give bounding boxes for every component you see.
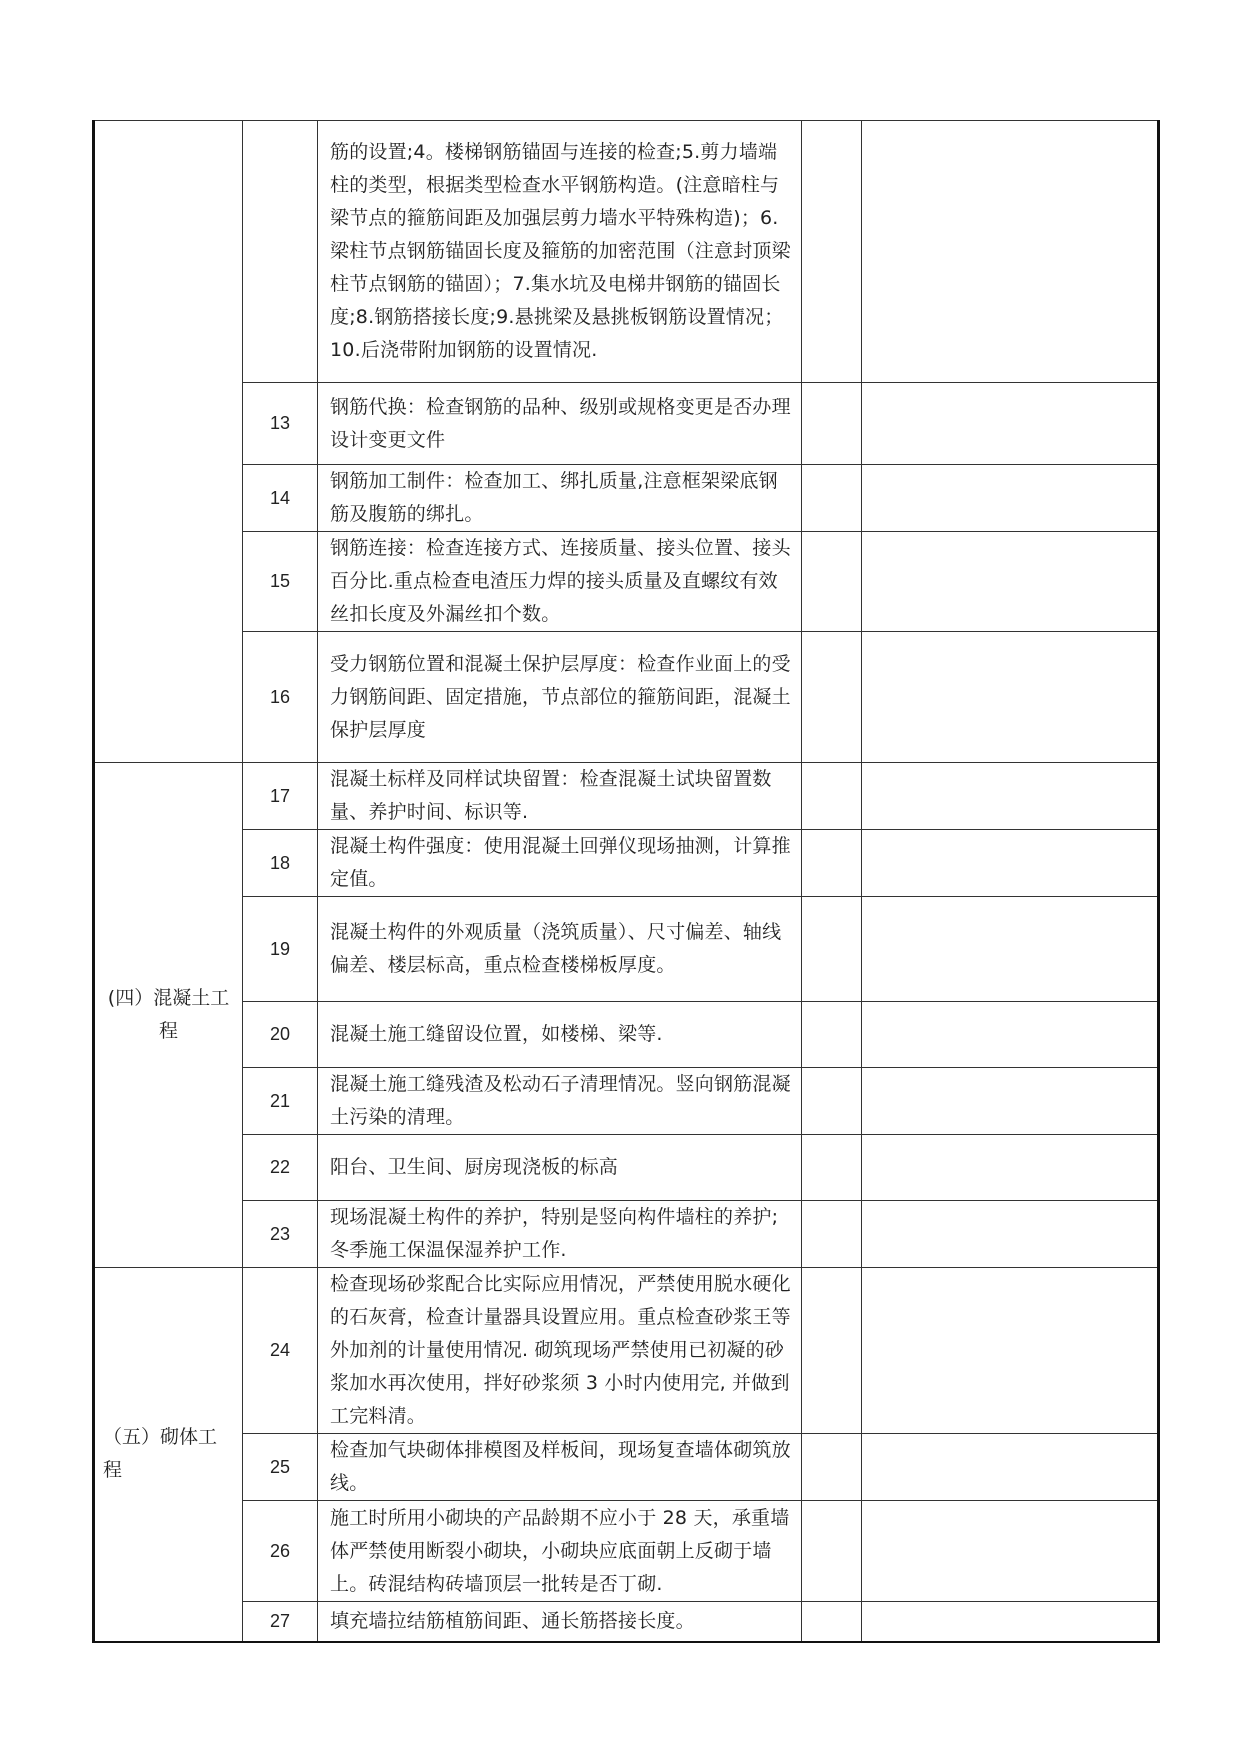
table-row (94, 1068, 1159, 1135)
check-cell (802, 1434, 862, 1501)
check-cell (802, 465, 862, 532)
item-number: 25 (243, 1434, 318, 1501)
check-cell (802, 532, 862, 632)
remark-cell (862, 1268, 1159, 1434)
check-cell (802, 632, 862, 763)
remark-cell (862, 897, 1159, 1002)
table-row (94, 1602, 1159, 1642)
table-row (94, 1201, 1159, 1268)
check-cell (802, 1602, 862, 1642)
item-description: 钢筋连接：检查连接方式、连接质量、接头位置、接头百分比.重点检查电渣压力焊的接头质量及直螺纹有效丝扣长度及外漏丝扣个数。 (318, 532, 802, 632)
check-cell (802, 1201, 862, 1268)
item-number: 13 (243, 383, 318, 465)
item-description: 混凝土施工缝留设位置，如楼梯、梁等. (318, 1002, 802, 1068)
item-number: 23 (243, 1201, 318, 1268)
item-description: 受力钢筋位置和混凝土保护层厚度：检查作业面上的受力钢筋间距、固定措施，节点部位的箍筋间距，混凝土保护层厚度 (318, 632, 802, 763)
check-cell (802, 1068, 862, 1135)
item-number: 24 (243, 1268, 318, 1434)
check-cell (802, 897, 862, 1002)
check-cell (802, 830, 862, 897)
remark-cell (862, 1434, 1159, 1501)
table-row (94, 532, 1159, 632)
item-description: 填充墙拉结筋植筋间距、通长筋搭接长度。 (318, 1602, 802, 1642)
table-row (94, 830, 1159, 897)
item-number: 22 (243, 1135, 318, 1201)
table-row (94, 1002, 1159, 1068)
item-number: 17 (243, 763, 318, 830)
item-number: 27 (243, 1602, 318, 1642)
category-cell-steel (94, 121, 243, 763)
table-row (94, 1268, 1159, 1434)
remark-cell (862, 465, 1159, 532)
table-row (94, 465, 1159, 532)
item-description: 混凝土标样及同样试块留置：检查混凝土试块留置数量、养护时间、标识等. (318, 763, 802, 830)
item-description: 钢筋代换：检查钢筋的品种、级别或规格变更是否办理设计变更文件 (318, 383, 802, 465)
item-number: 16 (243, 632, 318, 763)
item-number: 19 (243, 897, 318, 1002)
remark-cell (862, 532, 1159, 632)
remark-cell (862, 632, 1159, 763)
check-cell (802, 383, 862, 465)
item-description: 混凝土构件强度：使用混凝土回弹仪现场抽测，计算推定值。 (318, 830, 802, 897)
item-description: 混凝土构件的外观质量（浇筑质量）、尺寸偏差、轴线偏差、楼层标高，重点检查楼梯板厚度。 (318, 897, 802, 1002)
remark-cell (862, 1201, 1159, 1268)
item-description: 现场混凝土构件的养护，特别是竖向构件墙柱的养护;冬季施工保温保湿养护工作. (318, 1201, 802, 1268)
check-cell (802, 1002, 862, 1068)
table-row (94, 1501, 1159, 1602)
item-number (243, 121, 318, 383)
item-description: 混凝土施工缝残渣及松动石子清理情况。竖向钢筋混凝土污染的清理。 (318, 1068, 802, 1135)
item-description: 施工时所用小砌块的产品龄期不应小于 28 天，承重墙体严禁使用断裂小砌块，小砌块应底面朝上反砌于墙上。砖混结构砖墙顶层一批转是否丁砌. (318, 1501, 802, 1602)
item-number: 15 (243, 532, 318, 632)
table-row (94, 632, 1159, 763)
remark-cell (862, 763, 1159, 830)
remark-cell (862, 383, 1159, 465)
remark-cell (862, 1602, 1159, 1642)
table-row (94, 1135, 1159, 1201)
category-cell-concrete: (四）混凝土工程 (94, 763, 243, 1268)
item-number: 14 (243, 465, 318, 532)
item-number: 26 (243, 1501, 318, 1602)
remark-cell (862, 1135, 1159, 1201)
table-row (94, 763, 1159, 830)
remark-cell (862, 1002, 1159, 1068)
remark-cell (862, 830, 1159, 897)
item-description: 筋的设置;4。楼梯钢筋锚固与连接的检查;5.剪力墙端柱的类型，根据类型检查水平钢筋构造。(注意暗柱与梁节点的箍筋间距及加强层剪力墙水平特殊构造)；6. 梁柱节点钢筋锚固长度及箍筋的加密范围（注意封顶梁柱节点钢筋的锚固）；7.集水坑及电梯井钢筋的锚固长度;8.钢筋搭接长度;9.悬挑梁及悬挑板钢筋设置情况；10.后浇带附加钢筋的设置情况. (318, 121, 802, 383)
item-description: 检查现场砂浆配合比实际应用情况，严禁使用脱水硬化的石灰膏，检查计量器具设置应用。重点检查砂浆王等外加剂的计量使用情况. 砌筑现场严禁使用已初凝的砂浆加水再次使用，拌好砂浆须 3 小时内使用完, 并做到工完料清。 (318, 1268, 802, 1434)
remark-cell (862, 121, 1159, 383)
item-description: 钢筋加工制件：检查加工、绑扎质量,注意框架梁底钢筋及腹筋的绑扎。 (318, 465, 802, 532)
item-number: 20 (243, 1002, 318, 1068)
remark-cell (862, 1501, 1159, 1602)
item-number: 18 (243, 830, 318, 897)
table-row (94, 1434, 1159, 1501)
category-cell-masonry: （五）砌体工程 (94, 1268, 243, 1642)
table-row (94, 383, 1159, 465)
table-row (94, 121, 1159, 383)
inspection-table (92, 120, 1160, 1643)
check-cell (802, 763, 862, 830)
table-row (94, 897, 1159, 1002)
check-cell (802, 1501, 862, 1602)
check-cell (802, 1135, 862, 1201)
remark-cell (862, 1068, 1159, 1135)
check-cell (802, 121, 862, 383)
item-description: 阳台、卫生间、厨房现浇板的标高 (318, 1135, 802, 1201)
item-number: 21 (243, 1068, 318, 1135)
check-cell (802, 1268, 862, 1434)
item-description: 检查加气块砌体排模图及样板间，现场复查墙体砌筑放线。 (318, 1434, 802, 1501)
